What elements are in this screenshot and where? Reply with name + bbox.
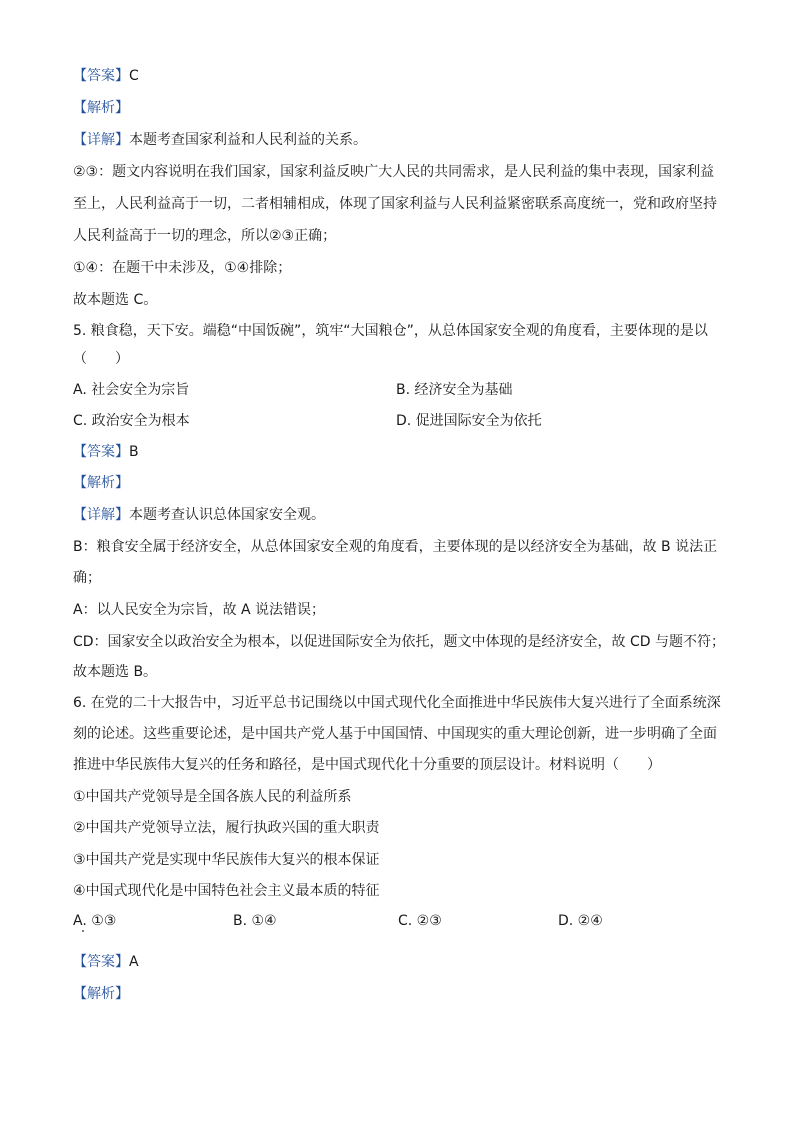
- detail-text: 本题考查认识总体国家安全观。: [129, 507, 325, 523]
- answer-tag: 【答案】: [73, 954, 129, 970]
- q4-explanation-line: 至上，人民利益高于一切，二者相辅相成，体现了国家利益与人民利益紧密联系高度统一，党和政府坚持: [73, 196, 717, 212]
- q5-answer-line: [73, 442, 139, 462]
- answer-value: A: [129, 954, 139, 970]
- q5-option-d: D. 促进国际安全为依托: [396, 413, 542, 429]
- detail-tag: 【详解】: [73, 507, 129, 523]
- q4-explanation-line: 故本题选 C。: [73, 292, 158, 308]
- detail-tag: 【详解】: [73, 132, 129, 148]
- q5-option-a: A. 社会安全为宗旨: [73, 382, 190, 398]
- q6-stem: 刻的论述。这些重要论述，是中国共产党人基于中国国情、中国现实的重大理论创新，进一步明确了全面: [73, 726, 717, 742]
- answer-tag: 【答案】: [73, 444, 129, 460]
- q4-explanation-line: 人民利益高于一切的理念，所以②③正确；: [73, 228, 337, 244]
- answer-tag: 【答案】: [73, 68, 129, 84]
- q5-explanation-line: 确；: [73, 570, 101, 586]
- q4-detail-line: [73, 130, 367, 150]
- q6-answer-line: [73, 952, 139, 972]
- q6-statement: ①中国共产党领导是全国各族人民的利益所系: [73, 789, 352, 805]
- analysis-tag: 【解析】: [73, 986, 129, 1002]
- q6-option-b: B. ①④: [233, 913, 277, 929]
- analysis-tag: 【解析】: [73, 475, 129, 491]
- stray-dot: [82, 930, 84, 932]
- q4-explanation-line: ②③：题文内容说明在我们国家，国家利益反映广大人民的共同需求，是人民利益的集中表现，国家利益: [73, 164, 715, 180]
- q5-explanation-line: CD：国家安全以政治安全为根本，以促进国际安全为依托，题文中体现的是经济安全，故 CD 与题不符；: [73, 634, 726, 650]
- q6-statement: ③中国共产党是实现中华民族伟大复兴的根本保证: [73, 852, 380, 868]
- answer-value: B: [129, 444, 139, 460]
- q5-explanation-line: B：粮食安全属于经济安全，从总体国家安全观的角度看，主要体现的是以经济安全为基础，故 B 说法正: [73, 539, 718, 555]
- q5-stem: 5. 粮食稳，天下安。端稳“中国饭碗”，筑牢“大国粮仓”，从总体国家安全观的角度看，主要体现的是以: [73, 323, 708, 339]
- q5-analysis-line: [73, 473, 129, 493]
- q5-option-c: C. 政治安全为根本: [73, 413, 190, 429]
- detail-text: 本题考查国家利益和人民利益的关系。: [129, 132, 367, 148]
- q5-detail-line: [73, 505, 325, 525]
- q6-analysis-line: [73, 984, 129, 1004]
- answer-value: C: [129, 68, 139, 84]
- analysis-tag: 【解析】: [73, 100, 129, 116]
- q4-analysis-line: [73, 98, 129, 118]
- q4-explanation-line: ①④：在题干中未涉及，①④排除；: [73, 260, 292, 276]
- q5-explanation-line: 故本题选 B。: [73, 664, 158, 680]
- q6-option-a: A. ①③: [73, 913, 117, 929]
- q6-statement: ④中国式现代化是中国特色社会主义最本质的特征: [73, 883, 380, 899]
- q6-stem: 6. 在党的二十大报告中，习近平总书记围绕以中国式现代化全面推进中华民族伟大复兴进行了全面系统深: [73, 695, 721, 711]
- q4-answer-line: [73, 66, 139, 86]
- q6-option-d: D. ②④: [558, 913, 603, 929]
- q6-statement: ②中国共产党领导立法，履行执政兴国的重大职责: [73, 820, 380, 836]
- q6-option-c: C. ②③: [398, 913, 442, 929]
- q6-stem: 推进中华民族伟大复兴的任务和路径，是中国式现代化十分重要的顶层设计。材料说明（ ）: [73, 757, 661, 773]
- q5-option-b: B. 经济安全为基础: [396, 382, 513, 398]
- q5-stem-blank: （ ）: [73, 351, 129, 367]
- q5-explanation-line: A：以人民安全为宗旨，故 A 说法错误；: [73, 602, 326, 618]
